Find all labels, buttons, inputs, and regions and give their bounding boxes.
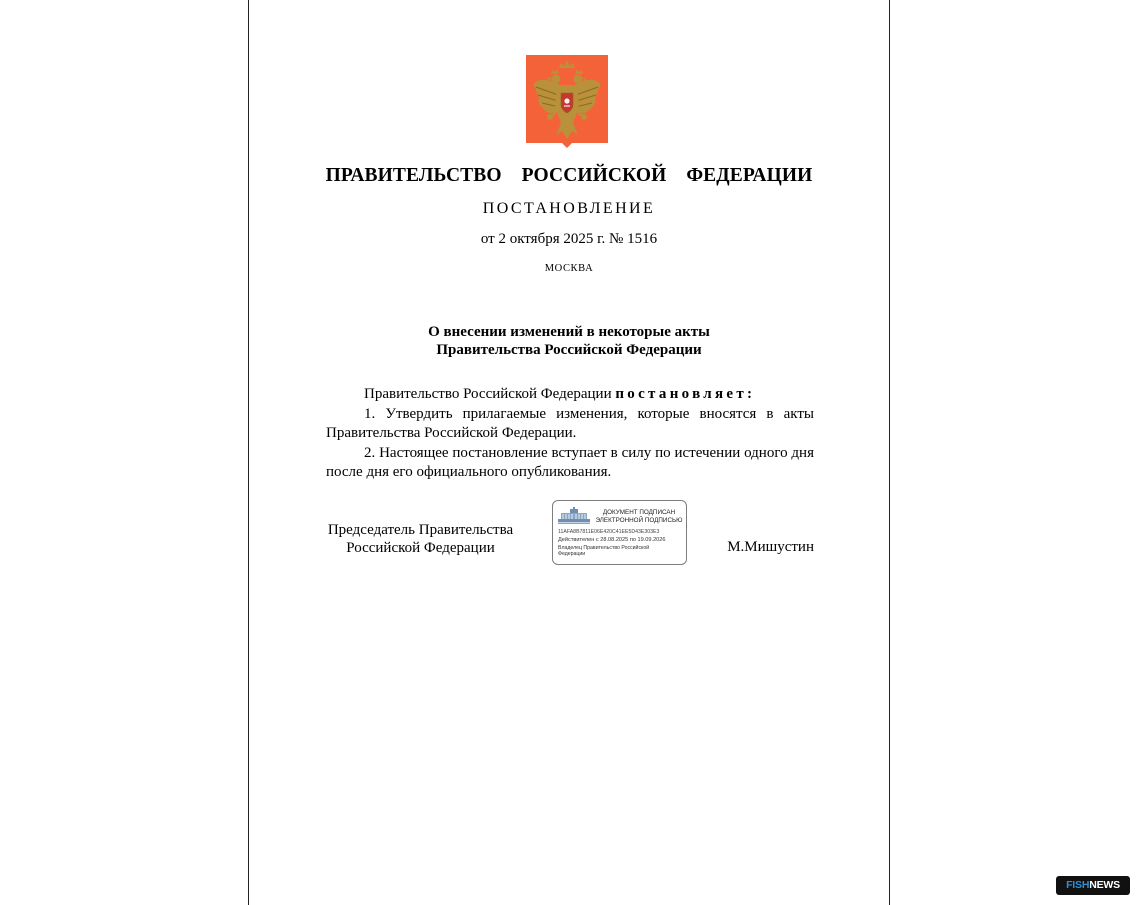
document-page (248, 0, 890, 905)
signatory-name: М.Мишустин (727, 539, 814, 555)
preamble (326, 385, 814, 405)
coat-of-arms-emblem (526, 55, 608, 148)
document-city: МОСКВА (544, 263, 594, 274)
logo-part-fish: FISH (1066, 879, 1090, 891)
document-type: ПОСТАНОВЛЕНИЕ (482, 200, 656, 217)
electronic-signature-stamp (552, 500, 687, 565)
subject-line-1: О внесении изменений в некоторые акты (428, 324, 710, 340)
item-2: 2. Настоящее постановление вступает в силу по истечении одного дня после дня его официального опубликования. (326, 444, 814, 480)
building-icon (558, 507, 590, 525)
position-line-2: Российской Федерации (346, 539, 495, 556)
government-title: ПРАВИТЕЛЬСТВО РОССИЙСКОЙ ФЕДЕРАЦИИ (325, 165, 813, 186)
stamp-owner: Владелец Правительство Российской Федерации (558, 544, 650, 558)
item-1: 1. Утвердить прилагаемые изменения, которые вносятся в акты Правительства Российской Федерации. (326, 405, 814, 441)
document-date-number: от 2 октября 2025 г. № 1516 (480, 231, 658, 247)
position-line-1: Председатель Правительства (327, 522, 514, 538)
document-subject (249, 324, 889, 359)
preamble-keyword: постановляет: (615, 386, 756, 402)
logo-part-news: NEWS (1089, 879, 1120, 891)
stamp-certificate: 11AFA8B7811E06E420C41EE5D43E303E3 (558, 529, 660, 535)
stamp-validity: Действителен с 28.08.2025 по 19.09.2026 (558, 537, 666, 543)
stamp-title (593, 509, 685, 525)
subject-line-2: Правительства Российской Федерации (436, 341, 702, 358)
document-body (326, 385, 814, 483)
preamble-text: Правительство Российской Федерации (364, 386, 616, 402)
stamp-title-line-2: ЭЛЕКТРОННОЙ ПОДПИСЬЮ (595, 517, 683, 524)
signatory-position (326, 522, 515, 557)
fishnews-logo (1056, 876, 1130, 895)
stamp-title-line-1: ДОКУМЕНТ ПОДПИСАН (602, 509, 676, 516)
